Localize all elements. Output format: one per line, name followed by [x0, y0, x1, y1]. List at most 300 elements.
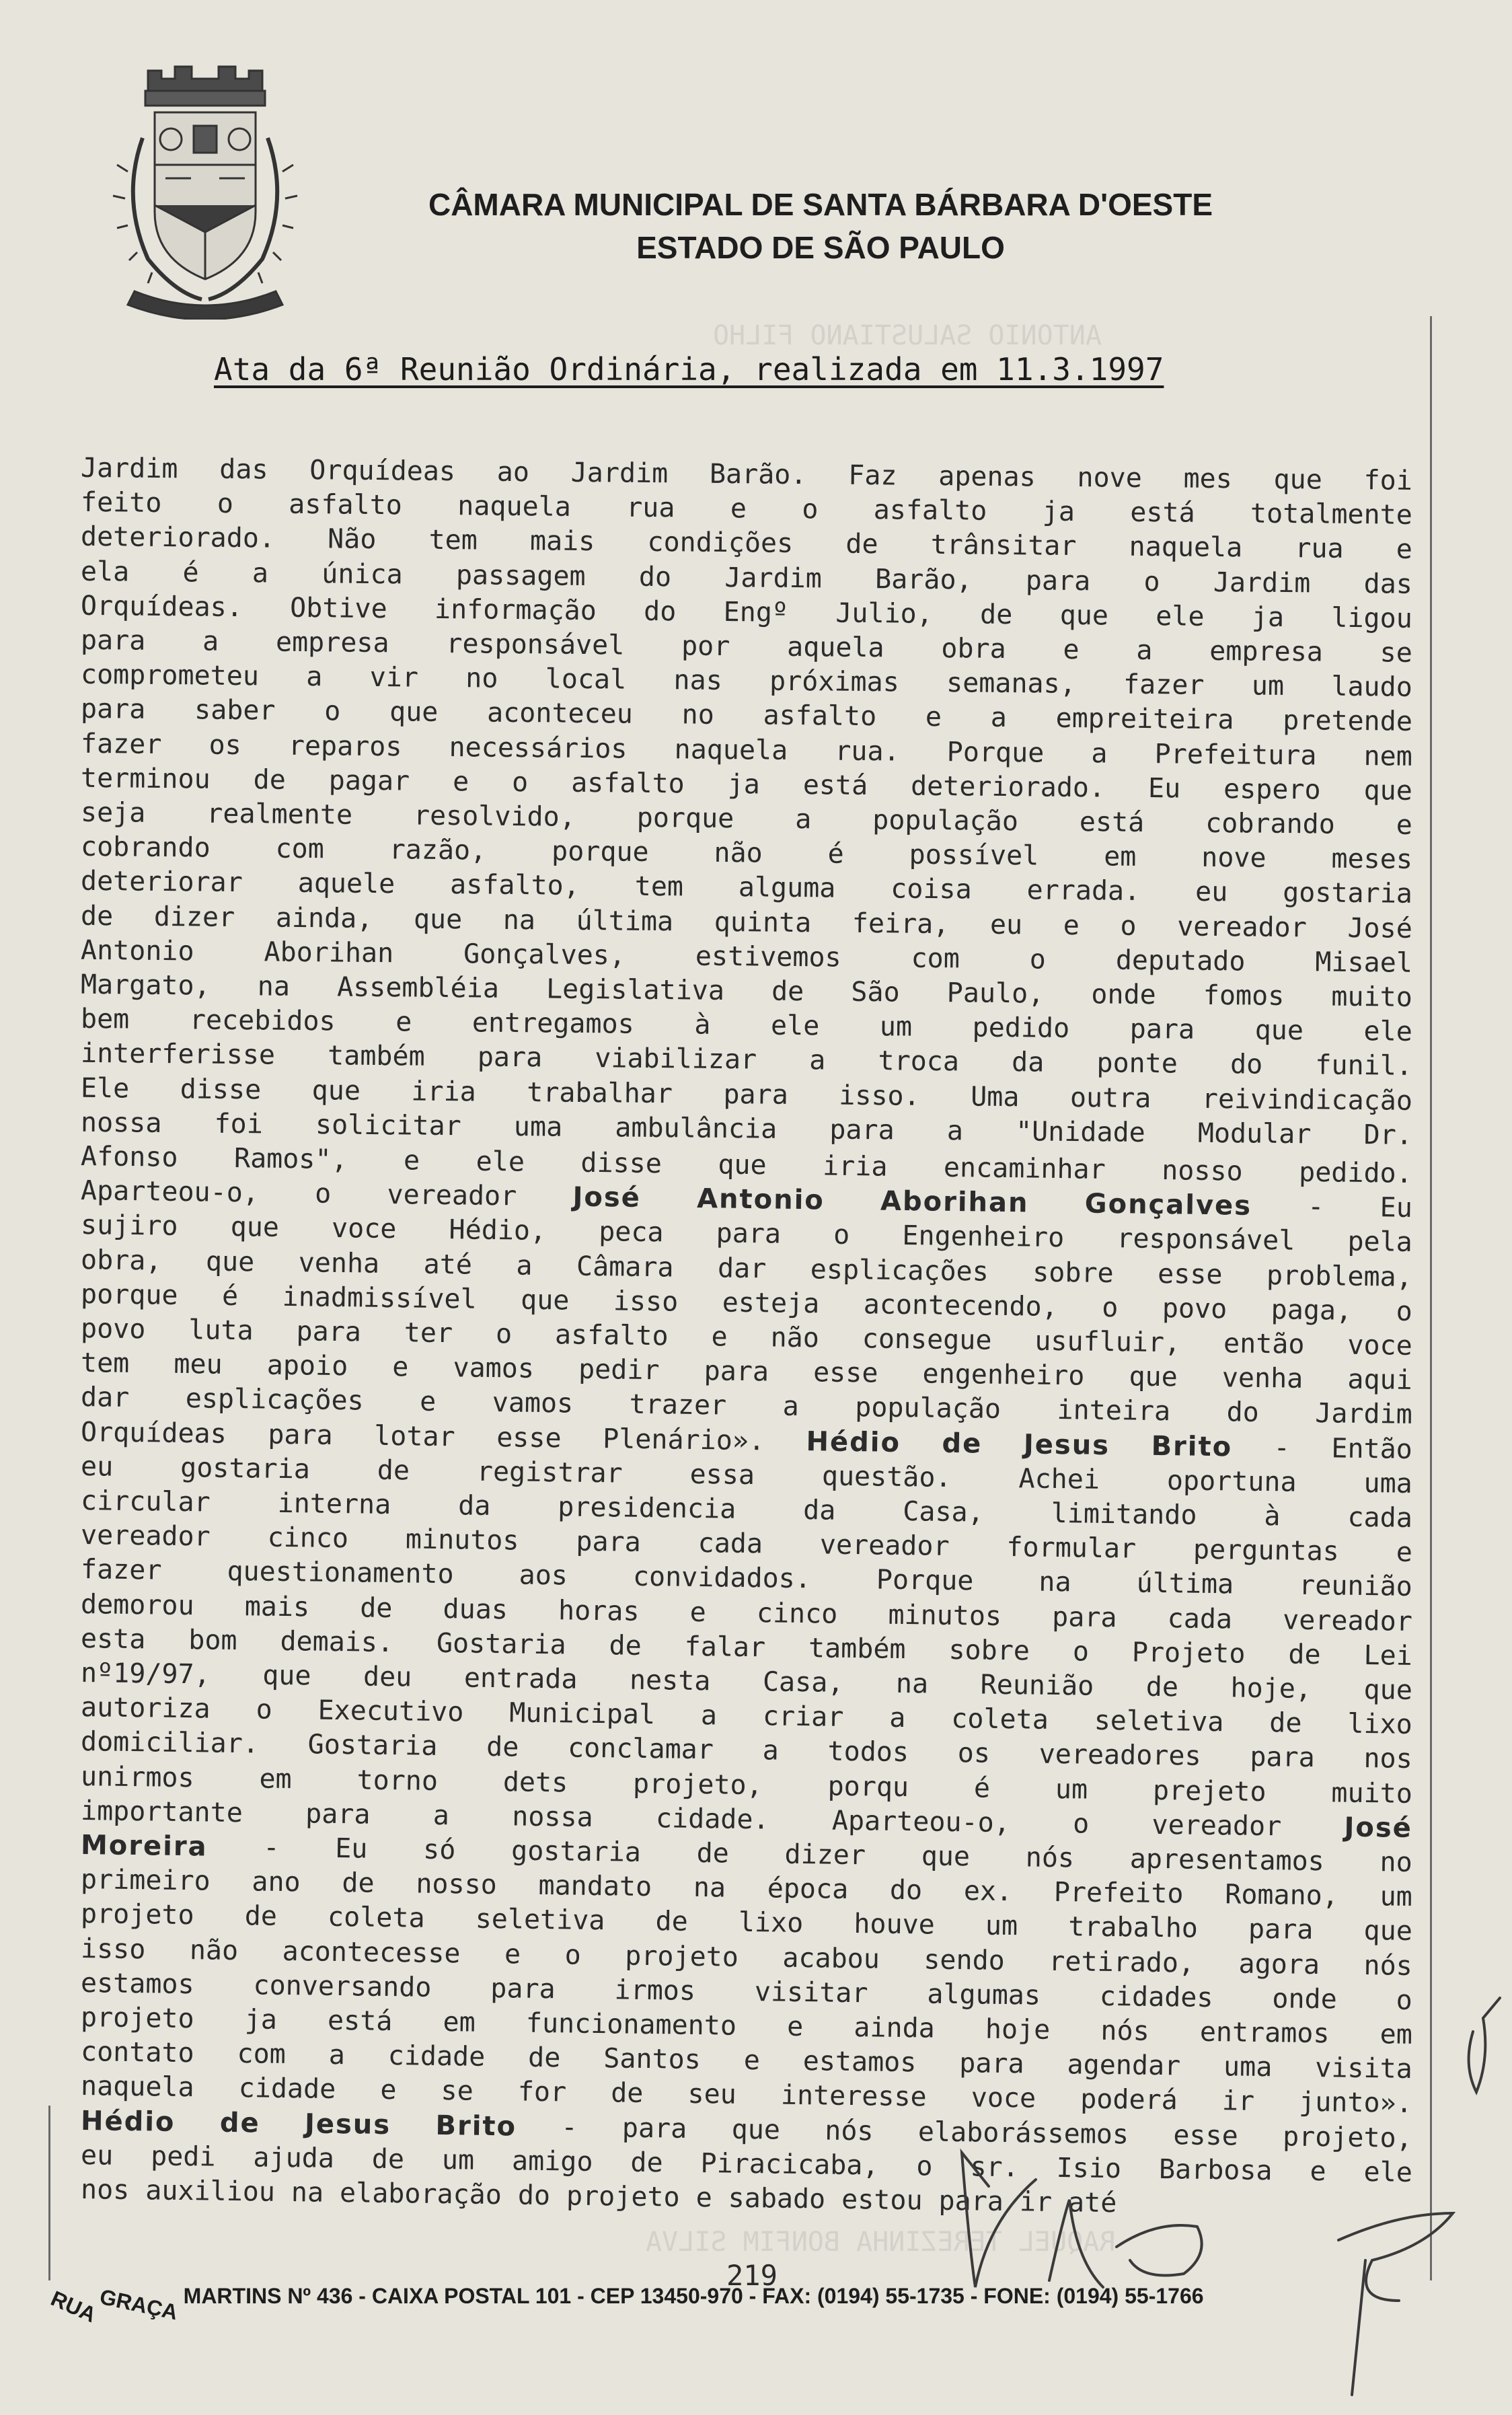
body-word: e [1396, 533, 1413, 566]
body-word: vereador [819, 1529, 950, 1563]
body-word: e [1310, 2155, 1326, 2188]
body-word: vereadores [1038, 1739, 1201, 1773]
body-word: espero [1223, 773, 1321, 806]
body-word: ele [770, 1010, 820, 1042]
body-word: interna [277, 1487, 391, 1521]
body-word: vereador [387, 1179, 517, 1212]
body-word: Engenheiro [902, 1220, 1065, 1254]
body-word: e [1396, 1536, 1413, 1569]
body-word: o [1029, 944, 1047, 975]
body-word: Prefeito [1053, 1877, 1184, 1910]
body-word: problema, [1266, 1259, 1413, 1293]
body-word: seja [80, 796, 146, 829]
body-word: junto». [1298, 2087, 1413, 2120]
body-word: e [403, 1145, 420, 1177]
body-word: e [380, 2075, 397, 2106]
body-word: hoje [985, 2013, 1051, 2046]
body-word: para [621, 2112, 687, 2145]
body-word: nos [1363, 1743, 1413, 1775]
body-word: funcionamento [525, 2007, 737, 2042]
body-word: irmos [614, 1974, 696, 2007]
body-word: também [808, 1632, 906, 1665]
body-word: de [527, 2042, 561, 2074]
body-word: Paulo, [946, 977, 1045, 1010]
body-word: o [1396, 1984, 1413, 2016]
body-word: essa [689, 1458, 755, 1491]
footer-street-name: GRAÇA [98, 2284, 180, 2325]
body-word: o [1072, 1808, 1090, 1840]
body-word: está [802, 769, 868, 801]
body-word: trazer [629, 1389, 727, 1421]
body-word: se [441, 2075, 474, 2108]
body-word: Aparteou-o, [831, 1805, 1011, 1838]
body-word: Projeto [1131, 1637, 1246, 1670]
body-word: ja [244, 2004, 278, 2036]
body-word: Porque [876, 1564, 974, 1597]
body-word: bom [188, 1624, 237, 1656]
body-word: com [237, 2038, 287, 2071]
body-word: nove [1201, 842, 1267, 874]
body-word: conversando [253, 1970, 432, 2003]
body-word: muito [1331, 1777, 1413, 1810]
body-word: voce [971, 2082, 1036, 2114]
body-word: Barbosa [1158, 2153, 1273, 2186]
body-word: entrada [463, 1662, 578, 1695]
body-word: e [1063, 909, 1080, 941]
body-word: também [327, 1040, 425, 1073]
body-word: eu [989, 909, 1023, 940]
body-word: para [959, 2048, 1024, 2080]
body-word: onde [1272, 1982, 1338, 2015]
body-word: é [221, 1280, 239, 1312]
page-number: 219 [726, 2259, 778, 2292]
body-word-bold: Moreira [80, 1830, 208, 1863]
body-word: naquela [674, 733, 788, 766]
body-word: torno [356, 1764, 439, 1797]
body-word: é [182, 556, 199, 589]
body-word: cada [1347, 1501, 1413, 1534]
body-word: empresa [1209, 635, 1324, 668]
body-word: vereador [1176, 911, 1308, 943]
body-word: não [770, 1322, 820, 1354]
body-word: que [1363, 1915, 1413, 1947]
body-word: Romano, [1224, 1879, 1339, 1912]
body-word: bem [80, 1003, 130, 1035]
body-word: Assembléia [336, 971, 500, 1004]
body-word: a [328, 2040, 346, 2071]
body-word: local [545, 663, 627, 696]
body-word-bold: Aborihan [880, 1185, 1029, 1219]
body-word: o [1072, 1636, 1090, 1668]
body-word: Lei [1363, 1639, 1413, 1672]
body-word: do [517, 2180, 551, 2212]
body-word: cidades [1099, 1980, 1213, 2013]
body-word: ambulância [615, 1112, 778, 1145]
body-word: que [230, 1212, 280, 1244]
body-word: gostaria [1282, 877, 1413, 910]
body-word: para [1051, 1601, 1117, 1633]
body-word: Modular [1197, 1117, 1312, 1150]
body-word: contato [80, 2036, 194, 2069]
body-word: para [1250, 1742, 1316, 1774]
body-word: cada [697, 1528, 763, 1560]
body-word: projeto [80, 1898, 194, 1931]
body-word: de [771, 975, 804, 1008]
body-word: do [638, 561, 672, 593]
body-word: para [704, 1355, 769, 1388]
body-word: cinco [756, 1597, 838, 1630]
body-word: que [311, 1074, 361, 1107]
body-word: esteja [722, 1287, 820, 1320]
body-word: nós [1100, 2015, 1150, 2047]
body-word: pretende [1283, 705, 1413, 738]
body-word: limitando [1051, 1497, 1197, 1531]
body-word: entramos [1199, 2016, 1330, 2050]
body-word: um [985, 1910, 1018, 1942]
body-word: porqu [827, 1771, 909, 1803]
body-word: unirmos [80, 1760, 194, 1793]
body-word: circular [80, 1485, 211, 1518]
body-word: Jardim [570, 457, 669, 490]
body-word: luta [188, 1314, 254, 1347]
body-word: empresa [275, 626, 389, 659]
body-word: Faz [848, 459, 897, 492]
body-word: sendo [923, 1944, 1006, 1976]
body-word: auxiliou [145, 2175, 276, 2208]
body-word: mais [244, 1590, 310, 1623]
body-word: que [718, 1149, 767, 1181]
body-word: viabilizar [595, 1043, 757, 1076]
body-word: Margato, [80, 969, 211, 1002]
body-word: nós [1363, 1949, 1413, 1982]
body-word: mandato [538, 1870, 652, 1903]
body-word: - [263, 1832, 280, 1863]
body-word: que [1363, 1674, 1413, 1706]
body-word: esse [1157, 1258, 1223, 1290]
body-word: projeto, [632, 1768, 763, 1801]
body-word: importante [80, 1795, 243, 1828]
body-word: a [782, 1391, 800, 1423]
body-word: e [392, 1351, 409, 1383]
body-word: Plenário». [602, 1423, 765, 1456]
body-word: asfalto [873, 494, 987, 527]
body-word: retirado, [1049, 1945, 1195, 1979]
body-word: para [477, 1041, 543, 1074]
body-word: na [291, 2177, 324, 2208]
body-word: nosso [416, 1868, 498, 1901]
body-word: para [296, 1316, 362, 1348]
watermark-name-bottom: RAQUEL TEREZINHA BONFIM SILVA [646, 2227, 1116, 2258]
body-word: laudo [1331, 671, 1413, 703]
body-word: inadmissível [282, 1281, 477, 1315]
body-word: deputado [1115, 944, 1246, 977]
body-word: nesta [629, 1664, 711, 1697]
body-word: encaminhar [943, 1152, 1106, 1185]
body-word: que [1363, 774, 1413, 807]
body-word: Legislativa [545, 973, 725, 1006]
body-word: a [1091, 737, 1108, 770]
body-word: voce [1347, 1329, 1413, 1362]
body-word: resolvido, [413, 800, 576, 833]
body-word-bold: Gonçalves [1084, 1188, 1252, 1222]
body-word: muito [1331, 981, 1413, 1013]
body-word: aquele [297, 868, 395, 900]
body-word: vereador [1282, 1604, 1413, 1637]
body-word: para [576, 1526, 642, 1559]
body-word: Jardim [724, 562, 823, 594]
body-word: estivemos [695, 940, 841, 973]
body-word: Misael [1315, 946, 1413, 979]
body-word: Gonçalves, [463, 938, 626, 971]
body-word: fazer [80, 728, 162, 760]
body-word: Isio [1056, 2152, 1122, 2185]
body-word: cada [1167, 1602, 1233, 1635]
body-word: responsável [1117, 1223, 1295, 1257]
body-word: ele [1363, 2156, 1413, 2188]
body-word: de [979, 599, 1013, 630]
body-word: o [1396, 1296, 1413, 1327]
body-word: minutos [405, 1524, 519, 1557]
body-word: asfalto [763, 700, 877, 733]
body-word: dets [502, 1766, 568, 1799]
body-word: projeto [624, 1940, 739, 1973]
body-word: última [576, 905, 674, 937]
body-word: trabalhar [527, 1076, 673, 1109]
body-word: nós [1025, 1842, 1075, 1874]
body-word: de [342, 1867, 375, 1899]
body-word: no [681, 699, 715, 731]
body-word: aqui [1347, 1364, 1413, 1397]
body-word: e [1063, 634, 1080, 666]
body-word: de [1288, 1639, 1321, 1670]
body-word: interferisse [80, 1038, 276, 1071]
body-word: agora [1238, 1948, 1320, 1980]
signature-stroke [1352, 2260, 1365, 2395]
body-word: Afonso [80, 1141, 178, 1173]
body-word: para [723, 1078, 789, 1111]
body-word: Não [327, 523, 377, 556]
body-word: de [1145, 1671, 1179, 1703]
body-word: totalmente [1250, 498, 1413, 531]
body-word: José [1347, 912, 1413, 944]
body-word: na [1038, 1567, 1071, 1598]
body-word: porque [551, 835, 649, 868]
body-word: Eu [1147, 772, 1181, 805]
body-word: um [441, 2144, 475, 2176]
body-word: foi [214, 1108, 264, 1140]
body-word: uma [513, 1111, 563, 1143]
body-word: visita [1314, 2052, 1413, 2085]
body-word: na [502, 904, 536, 936]
body-word: cidade [238, 2073, 336, 2106]
body-word: nosso [1161, 1155, 1243, 1187]
body-word: Jardim [80, 452, 178, 485]
body-word: que [1129, 1361, 1178, 1393]
body-word: ano [252, 1866, 301, 1898]
body-word: a [306, 661, 323, 693]
body-word: rua [626, 492, 675, 524]
body-word: aconteceu [486, 697, 634, 731]
body-word: à [1264, 1501, 1281, 1532]
body-word: Antonio [80, 934, 194, 967]
body-word: engenheiro [922, 1358, 1085, 1392]
body-word: ele [476, 1146, 525, 1178]
body-word: ligou [1331, 602, 1413, 634]
body-word: vereador [1151, 1809, 1282, 1843]
body-word: de [80, 900, 114, 932]
body-word: disse [580, 1147, 663, 1180]
body-word: trabalho [1067, 1911, 1199, 1945]
body-word: semanas, [946, 667, 1076, 700]
body-word: que [1254, 1014, 1304, 1047]
body-word: outra [1069, 1082, 1151, 1114]
body-word: e [419, 1386, 437, 1418]
body-word: para [938, 2185, 1004, 2217]
body-word: autoriza [80, 1692, 211, 1725]
body-word: povo [80, 1313, 146, 1345]
body-word: estamos [802, 2046, 917, 2079]
body-word: o [256, 1694, 273, 1725]
watermark-name-top: ANTONIO SALUSTIANO FILHO [713, 320, 1102, 351]
body-word-bold: Hédio [80, 2105, 176, 2138]
body-word: tem [428, 525, 478, 556]
body-word: se [1379, 637, 1413, 669]
body-word: o [833, 1220, 850, 1251]
body-word: do [1230, 1049, 1263, 1081]
body-word: e [395, 1006, 412, 1038]
body-word: e [730, 493, 747, 525]
body-word: registrar [476, 1456, 623, 1489]
body-word: realmente [206, 798, 353, 831]
body-word: fazer [1123, 669, 1205, 702]
body-word: lotar [373, 1420, 455, 1452]
body-word: houve [854, 1908, 936, 1941]
body-word: das [219, 453, 268, 486]
body-word: coleta [951, 1703, 1049, 1736]
body-word: possível [909, 839, 1039, 872]
body-word: Ramos", [233, 1142, 348, 1176]
body-word: cinco [267, 1522, 349, 1555]
body-word: então [1223, 1328, 1305, 1360]
body-word: que [921, 1841, 971, 1873]
body-word: pedir [578, 1353, 660, 1386]
body-word: ja [1251, 601, 1285, 633]
body-word: a [700, 1700, 718, 1732]
body-word: pagar [328, 765, 410, 797]
body-word: única [322, 558, 403, 590]
body-word: interesse [780, 2080, 927, 2113]
body-word: primeiro [80, 1864, 211, 1897]
body-word: "Unidade [1015, 1115, 1145, 1148]
body-word: Julio, [835, 597, 934, 630]
body-word: Jardim [1314, 1398, 1413, 1431]
body-word: sr. [970, 2151, 1020, 2184]
body-word: vir [369, 662, 419, 694]
body-word: do [889, 1874, 923, 1906]
body-word: não [714, 838, 763, 869]
body-word: deteriorado. [80, 521, 276, 554]
body-word: ela [80, 556, 130, 588]
body-word: asfalto [570, 767, 685, 800]
body-word: por [681, 630, 730, 663]
signature-scribble-3 [1117, 2225, 1202, 2276]
body-word: amigo [511, 2145, 593, 2178]
body-word-bold: José [1344, 1812, 1413, 1844]
body-word: disse [180, 1073, 262, 1105]
body-word: duas [443, 1593, 508, 1625]
body-word: saber [194, 694, 276, 727]
body-word: um [1251, 670, 1285, 702]
signature-scribble-1 [962, 2153, 1036, 2287]
body-word: só [422, 1834, 456, 1866]
body-word: ter [404, 1317, 453, 1349]
body-word: informação [434, 593, 597, 626]
body-word: de [630, 2147, 663, 2179]
body-word: Executivo [317, 1695, 464, 1728]
body-word: consegue [862, 1323, 992, 1356]
body-word: eu [80, 1450, 114, 1483]
body-word: naquela [80, 2071, 194, 2104]
body-word: uma [1223, 2051, 1273, 2083]
body-word: isso [80, 1933, 146, 1965]
body-word: hoje, [1230, 1672, 1312, 1705]
body-word: para [80, 694, 146, 726]
body-word: estou [841, 2184, 923, 2217]
body-word: e [743, 2045, 761, 2077]
body-word: elaborássemos [917, 2116, 1129, 2150]
body-word: gostaria [180, 1452, 311, 1485]
body-word: coleta [327, 1902, 425, 1935]
body-word: última [1136, 1567, 1234, 1600]
body-word: e [695, 2182, 713, 2214]
body-word: o [564, 1939, 582, 1971]
body-word: um [1379, 1881, 1413, 1913]
body-word: prejeto [1152, 1775, 1267, 1808]
body-word: a [202, 626, 219, 657]
body-word: lixo [738, 1907, 804, 1939]
body-word: Casa, [762, 1666, 844, 1699]
body-word: eu [1195, 877, 1228, 908]
body-word: projeto [566, 2180, 680, 2213]
body-word: fomos [1203, 979, 1285, 1012]
body-word: em [1103, 841, 1137, 873]
body-word: está [1130, 496, 1195, 529]
body-word: esse [496, 1421, 562, 1454]
body-word: o [1120, 910, 1137, 942]
body-word: coisa [891, 873, 972, 905]
body-word: para [716, 1218, 782, 1251]
body-word: dar [80, 1382, 130, 1414]
body-word: Prefeitura [1154, 738, 1317, 772]
body-word: que [1273, 463, 1323, 496]
body-word: Casa, [903, 1496, 985, 1528]
body-word: dar [717, 1252, 767, 1284]
minutes-title: Ata da 6ª Reunião Ordinária, realizada em 11.3.1997 [214, 351, 1164, 387]
body-word: obra, [80, 1244, 162, 1277]
body-word: nos [80, 2174, 130, 2206]
body-word: nas [673, 665, 723, 697]
body-word: peca [598, 1216, 664, 1249]
body-word: e [711, 1321, 728, 1353]
body-word: ainda, [275, 902, 373, 934]
body-word: cobrando [80, 831, 211, 864]
body-word: esplicações [185, 1383, 364, 1417]
body-word: Achei [1018, 1463, 1100, 1495]
body-word: for [517, 2076, 567, 2108]
body-word: que [262, 1660, 311, 1692]
body-word: naquela [1129, 531, 1243, 564]
body-word: de [655, 1906, 689, 1938]
